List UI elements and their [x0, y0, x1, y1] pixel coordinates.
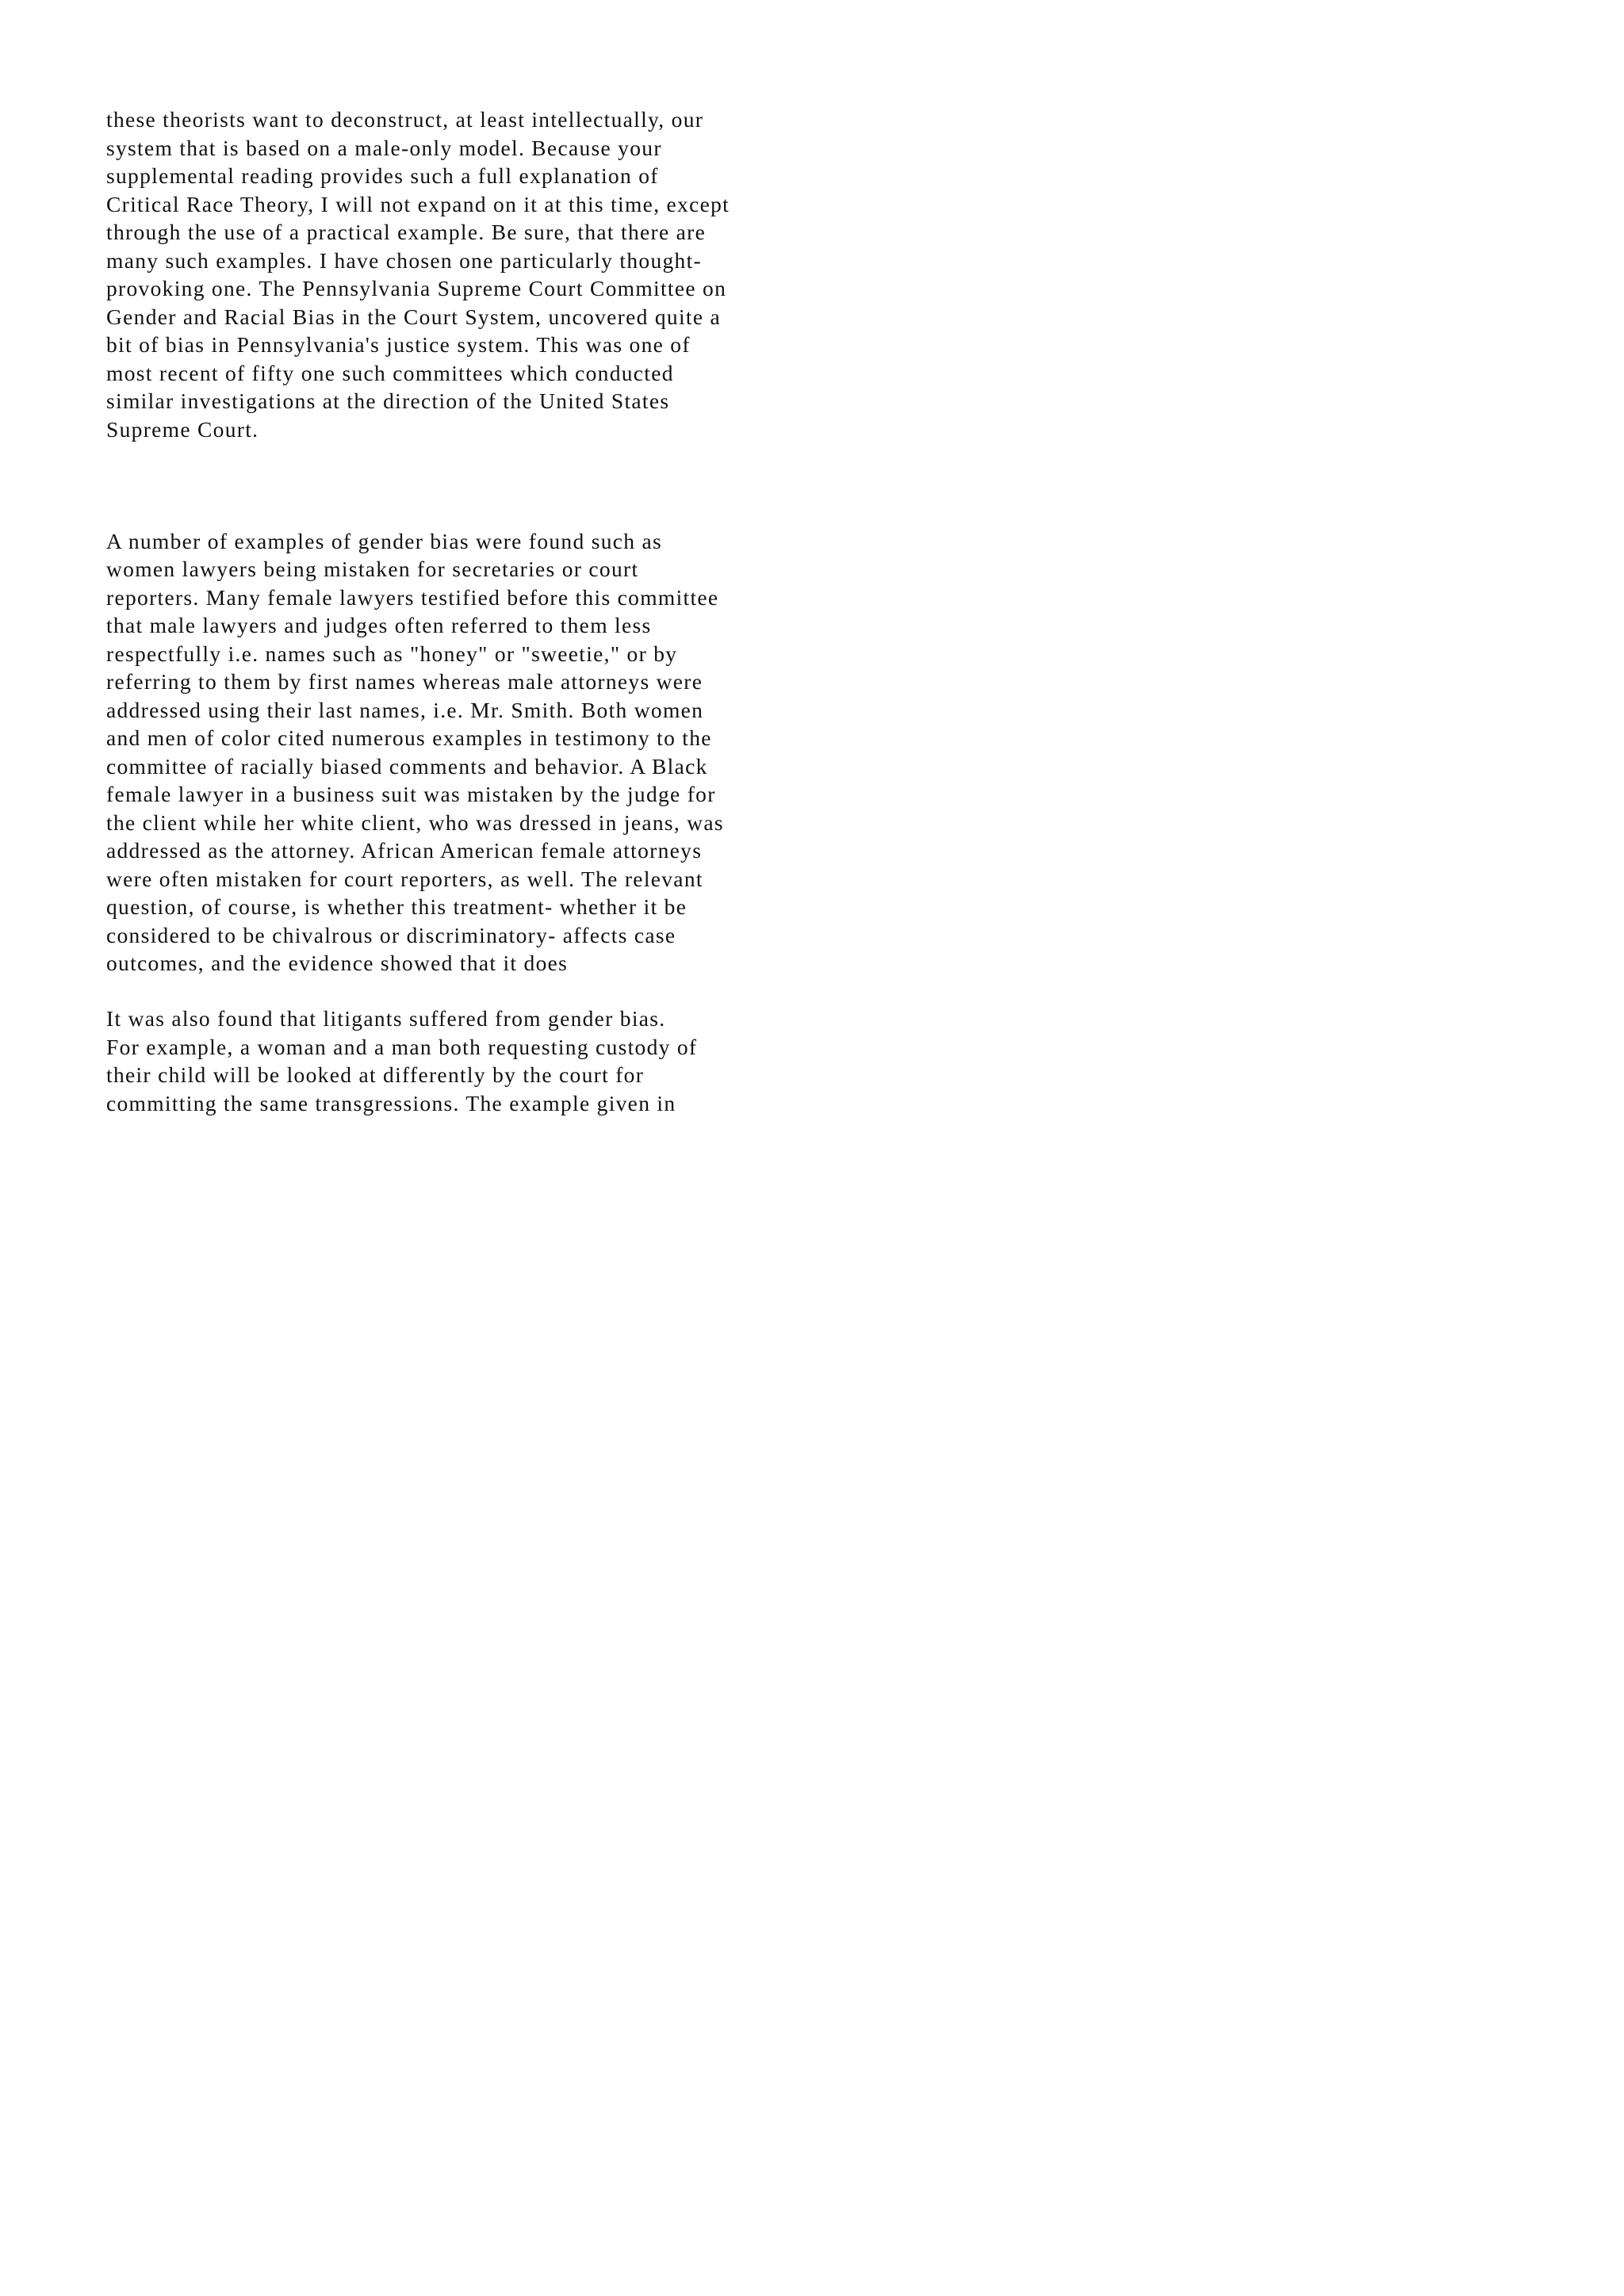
- text-line: were often mistaken for court reporters, as well. The relevant: [106, 867, 703, 891]
- text-line: A number of examples of gender bias were found such as: [106, 529, 662, 553]
- text-line: these theorists want to deconstruct, at least intellectually, our: [106, 107, 704, 132]
- text-line: the client while her white client, who was dressed in jeans, was: [106, 810, 724, 835]
- text-line: many such examples. I have chosen one particularly thought-: [106, 248, 702, 273]
- text-line: reporters. Many female lawyers testified before this committee: [106, 585, 719, 610]
- text-line: supplemental reading provides such a full explanation of: [106, 163, 659, 188]
- text-line: provoking one. The Pennsylvania Supreme Court Committee on: [106, 276, 727, 300]
- text-line: considered to be chivalrous or discriminatory- affects case: [106, 923, 676, 947]
- text-line: For example, a woman and a man both requesting custody of: [106, 1035, 698, 1059]
- text-line: that male lawyers and judges often referred to them less: [106, 613, 652, 637]
- text-line: bit of bias in Pennsylvania's justice system. This was one of: [106, 332, 691, 357]
- text-line: Critical Race Theory, I will not expand on it at this time, except: [106, 192, 730, 216]
- text-line: committee of racially biased comments and behavior. A Black: [106, 754, 708, 779]
- text-line: system that is based on a male-only model. Because your: [106, 136, 662, 160]
- text-line: It was also found that litigants suffered from gender bias.: [106, 1006, 666, 1031]
- document-page: [0, 0, 879, 1242]
- text-line: female lawyer in a business suit was mistaken by the judge for: [106, 782, 716, 806]
- text-line: referring to them by first names whereas male attorneys were: [106, 669, 703, 694]
- text-line: question, of course, is whether this treatment- whether it be: [106, 894, 688, 919]
- text-line: similar investigations at the direction of the United States: [106, 388, 670, 413]
- text-line: addressed using their last names, i.e. Mr. Smith. Both women: [106, 698, 704, 722]
- text-line: addressed as the attorney. African American female attorneys: [106, 838, 703, 863]
- text-line: Gender and Racial Bias in the Court System, uncovered quite a: [106, 304, 722, 329]
- text-line: respectfully i.e. names such as "honey" or "sweetie," or by: [106, 641, 678, 666]
- text-line: through the use of a practical example. Be sure, that there are: [106, 220, 707, 244]
- text-line: most recent of fifty one such committees which conducted: [106, 361, 674, 385]
- text-line: their child will be looked at differently by the court for: [106, 1062, 645, 1087]
- text-line: committing the same transgressions. The example given in: [106, 1091, 676, 1115]
- text-line: outcomes, and the evidence showed that it does: [106, 951, 569, 975]
- text-line: women lawyers being mistaken for secretaries or court: [106, 557, 639, 581]
- text-line: Supreme Court.: [106, 417, 259, 442]
- text-line: and men of color cited numerous examples in testimony to the: [106, 725, 712, 750]
